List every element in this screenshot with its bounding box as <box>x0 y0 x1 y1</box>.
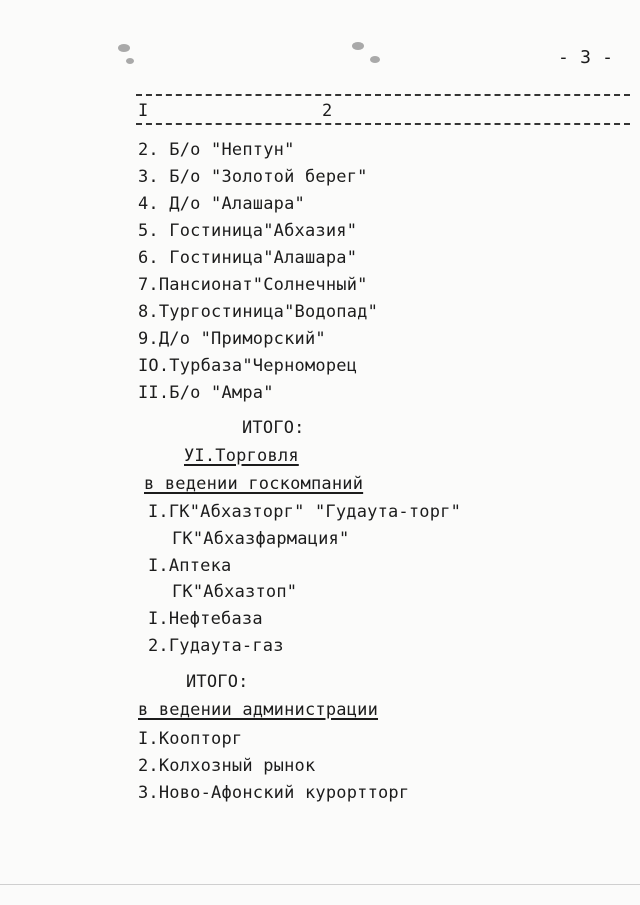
smudge-mark <box>126 58 134 64</box>
list-item: 7.Пансионат"Солнечный" <box>138 275 368 295</box>
list-item: 2. Б/о "Нептун" <box>138 140 295 160</box>
table-rule-top <box>136 94 630 96</box>
column-header-1: I <box>138 101 149 121</box>
list-item: II.Б/о "Амра" <box>138 383 274 403</box>
list-item: 8.Тургостиница"Водопад" <box>138 302 379 322</box>
page-edge <box>0 884 640 885</box>
list-item: 4. Д/о "Алашара" <box>138 194 305 214</box>
list-item: I.Коопторг <box>138 729 243 749</box>
column-header-2: 2 <box>322 101 333 121</box>
list-item: I.Аптека <box>148 556 232 576</box>
page-number: - 3 - <box>558 47 614 68</box>
list-item: 6. Гостиница"Алашара" <box>138 248 358 268</box>
list-item: 3.Ново-Афонский курортторг <box>138 783 410 803</box>
list-item: 9.Д/о "Приморский" <box>138 329 326 349</box>
smudge-mark <box>118 44 130 52</box>
smudge-mark <box>352 42 364 50</box>
smudge-mark <box>370 56 380 63</box>
list-item: ГК"Абхазфармация" <box>172 529 350 549</box>
list-item: 2.Колхозный рынок <box>138 756 316 776</box>
list-item: 3. Б/о "Золотой берег" <box>138 167 368 187</box>
list-item: ГК"Абхазтоп" <box>172 582 298 602</box>
list-item: 2.Гудаута-газ <box>148 636 284 656</box>
list-item: I.Нефтебаза <box>148 609 263 629</box>
table-rule-bottom <box>136 123 630 125</box>
subheading-gov: в ведении госкомпаний <box>144 474 364 494</box>
list-item: 5. Гостиница"Абхазия" <box>138 221 358 241</box>
list-item: I.ГК"Абхазторг" "Гудаута-торг" <box>148 502 462 522</box>
list-item: IO.Турбаза"Черноморец <box>138 356 358 376</box>
section-title: УI.Торговля <box>184 446 299 466</box>
total-label: ИТОГО: <box>186 672 249 692</box>
total-label: ИТОГО: <box>242 418 305 438</box>
subheading-admin: в ведении администрации <box>138 700 379 720</box>
